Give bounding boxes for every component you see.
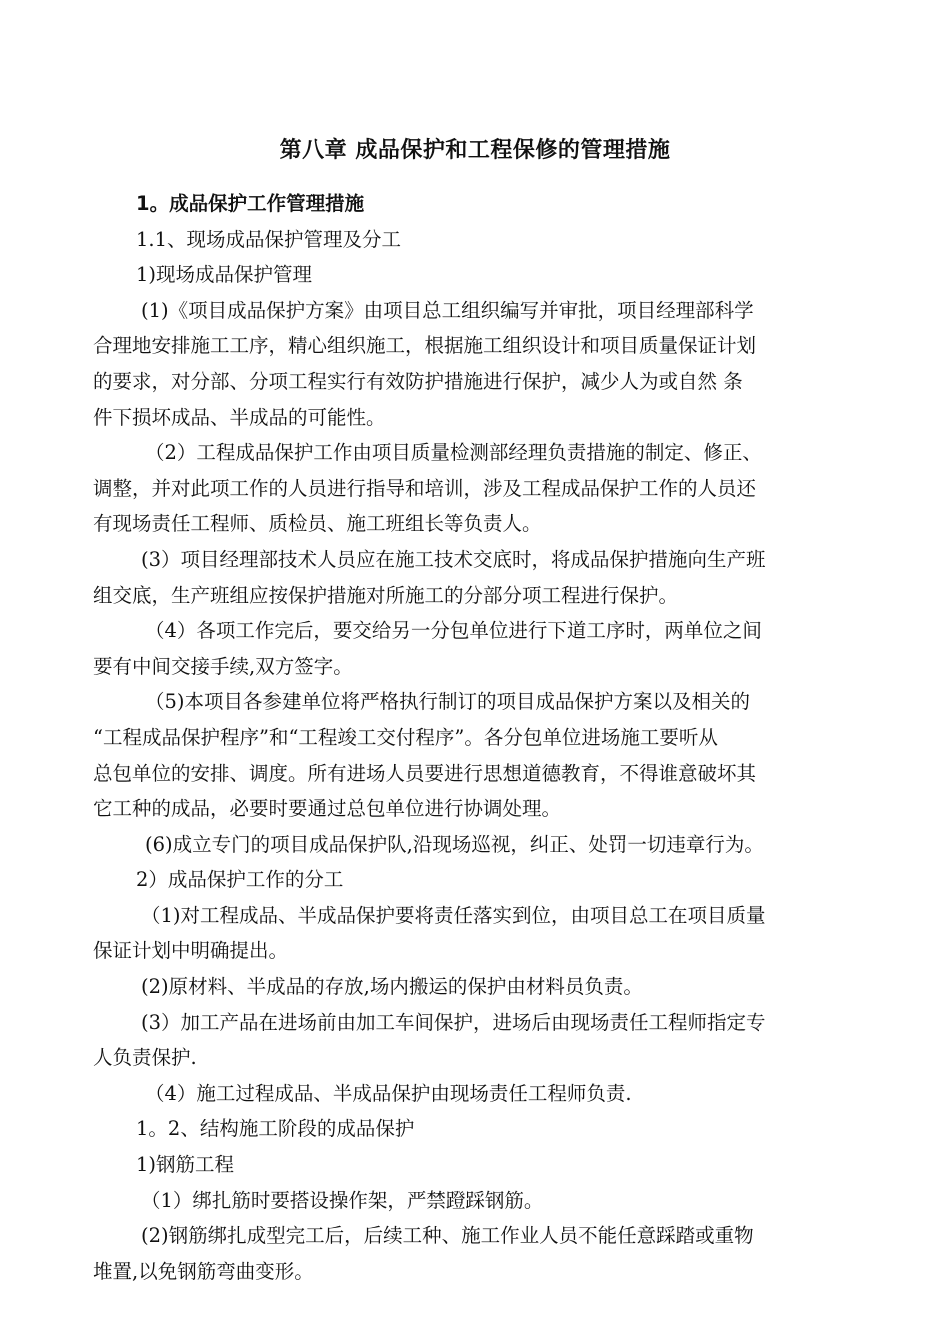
text-line: (2)原材料、半成品的存放,场内搬运的保护由材料员负责。 (141, 975, 643, 999)
text-line: （2）工程成品保护工作由项目质量检测部经理负责措施的制定、修正、 (145, 441, 762, 465)
text-line: (3）加工产品在进场前由加工车间保护，进场后由现场责任工程师指定专 (141, 1010, 766, 1034)
text-line: 1.1、现场成品保护管理及分工 (136, 227, 402, 251)
text-line: (3）项目经理部技术人员应在施工技术交底时，将成品保护措施向生产班 (141, 547, 766, 571)
text-line: 它工种的成品，必要时要通过总包单位进行协调处理。 (93, 797, 562, 821)
text-line: 人负责保护. (93, 1046, 197, 1070)
text-line: 要有中间交接手续,双方签字。 (93, 654, 353, 678)
text-line: 堆置,以免钢筋弯曲变形。 (93, 1259, 314, 1283)
text-line: （5)本项目各参建单位将严格执行制订的项目成品保护方案以及相关的 (145, 690, 751, 714)
text-line: 的要求，对分部、分项工程实行有效防护措施进行保护，减少人为或自然 条 (93, 369, 743, 393)
text-line: 有现场责任工程师、质检员、施工班组长等负责人。 (93, 512, 542, 536)
text-line: (1)《项目成品保护方案》由项目总工组织编写并审批，项目经理部科学 (141, 298, 754, 322)
text-line: 1)钢筋工程 (136, 1153, 235, 1177)
text-line: “工程成品保护程序”和“工程竣工交付程序”。各分包单位进场施工要听从 (93, 725, 718, 749)
text-line: 1)现场成品保护管理 (136, 263, 313, 287)
text-line: 组交底，生产班组应按保护措施对所施工的分部分项工程进行保护。 (93, 583, 679, 607)
section-heading: 1。成品保护工作管理措施 (136, 192, 365, 215)
page-title: 第八章 成品保护和工程保修的管理措施 (279, 138, 671, 163)
text-line: 1。2、结构施工阶段的成品保护 (136, 1117, 415, 1141)
text-line: （1）绑扎筋时要搭设操作架，严禁蹬踩钢筋。 (141, 1188, 544, 1212)
text-line: 2）成品保护工作的分工 (136, 868, 344, 892)
text-line: (6)成立专门的项目成品保护队,沿现场巡视，纠正、处罚一切违章行为。 (145, 832, 764, 856)
text-line: (2)钢筋绑扎成型完工后，后续工种、施工作业人员不能任意踩踏或重物 (141, 1224, 754, 1248)
text-line: 合理地安排施工工序，精心组织施工，根据施工组织设计和项目质量保证计划 (93, 334, 757, 358)
text-line: 件下损坏成品、半成品的可能性。 (93, 405, 386, 429)
document-body (93, 186, 863, 1289)
text-line: （4）各项工作完后，要交给另一分包单位进行下道工序时，两单位之间 (145, 619, 762, 643)
text-line: 保证计划中明确提出。 (93, 939, 289, 963)
text-line: （1)对工程成品、半成品保护要将责任落实到位，由项目总工在项目质量 (141, 903, 766, 927)
text-line: 调整，并对此项工作的人员进行指导和培训，涉及工程成品保护工作的人员还 (93, 476, 757, 500)
text-line: 总包单位的安排、调度。所有进场人员要进行思想道德教育，不得谁意破坏其 (93, 761, 757, 785)
text-line: （4）施工过程成品、半成品保护由现场责任工程师负责. (145, 1081, 632, 1105)
